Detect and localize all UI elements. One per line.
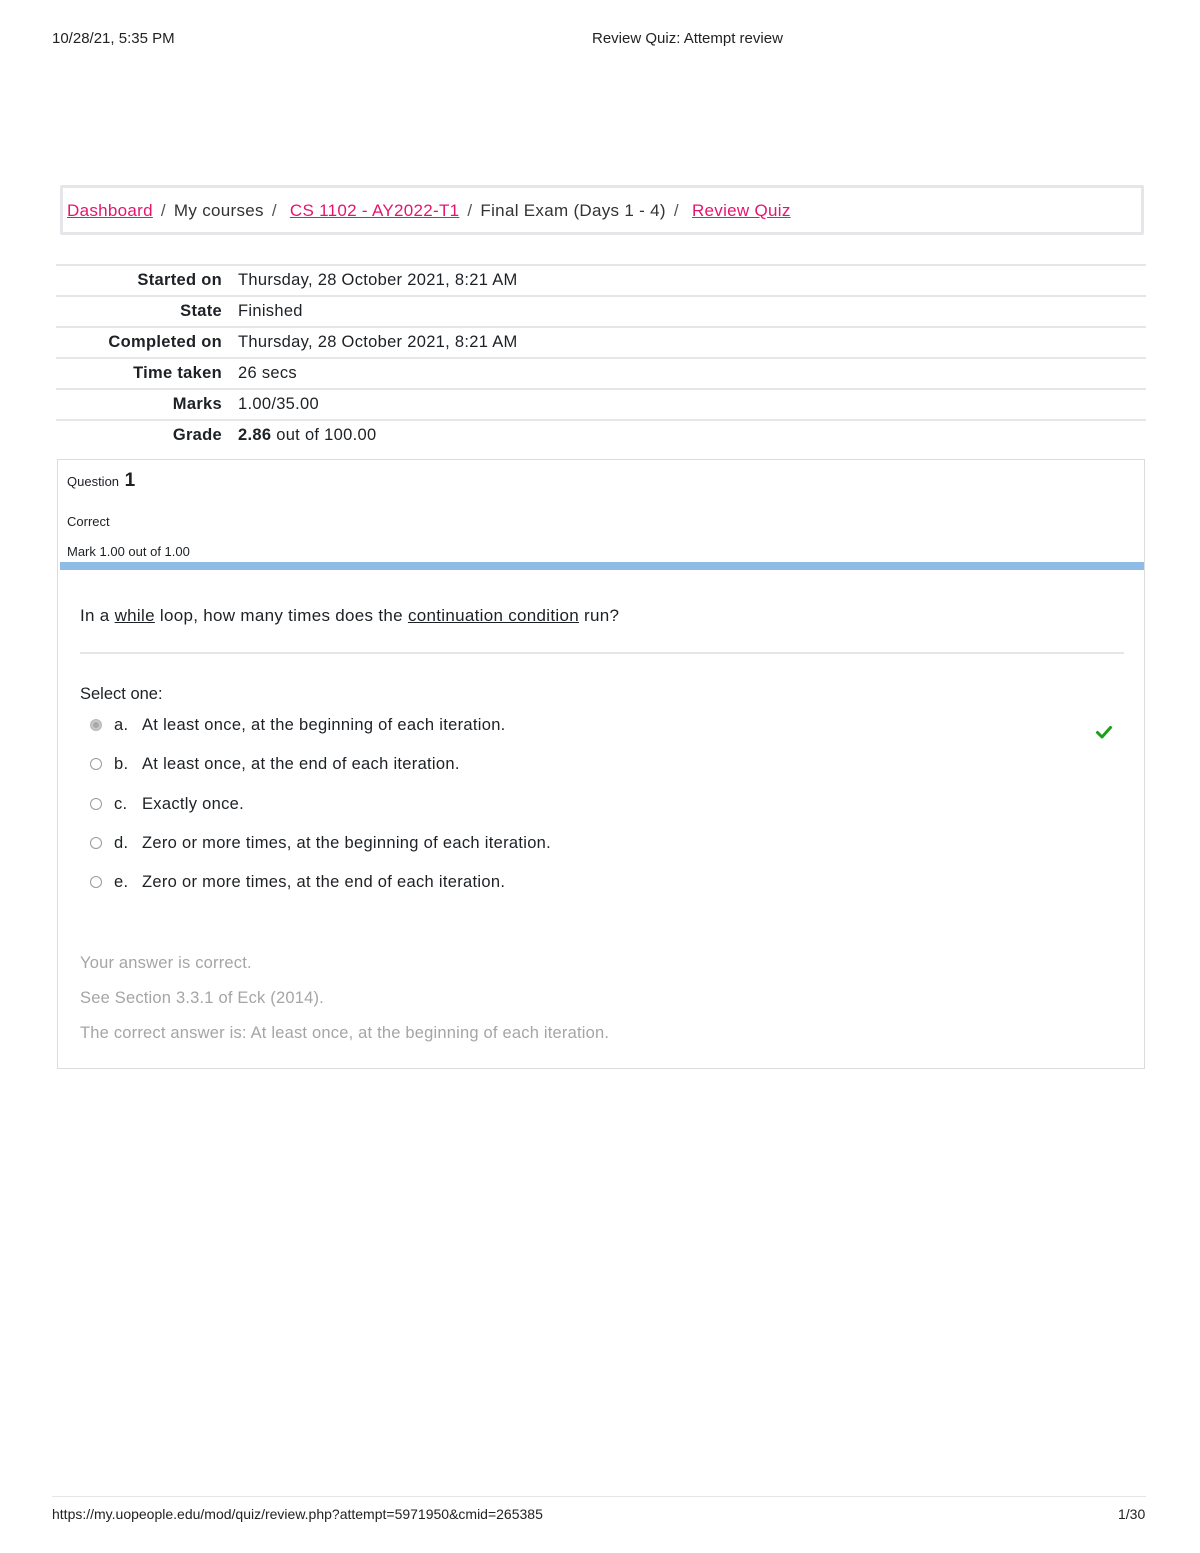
breadcrumb: [60, 185, 1144, 235]
summary-row-grade: [56, 420, 1146, 450]
breadcrumb-course-link[interactable]: CS 1102 - AY2022-T1: [289, 201, 460, 220]
breadcrumb-dashboard-link[interactable]: Dashboard: [67, 201, 153, 220]
summary-row-time-taken: [56, 358, 1146, 389]
radio-icon[interactable]: [90, 837, 102, 849]
breadcrumb-separator: /: [271, 201, 277, 220]
started-on-label: Started on: [137, 271, 222, 289]
summary-row-completed: [56, 327, 1146, 358]
answer-option-b[interactable]: [88, 752, 1118, 791]
time-taken-label: Time taken: [133, 364, 222, 382]
question-text-keyword: while: [114, 606, 155, 625]
breadcrumb-review-quiz-link[interactable]: Review Quiz: [691, 201, 791, 220]
answer-letter: e.: [114, 873, 129, 892]
answer-letter: c.: [114, 794, 128, 813]
answer-letter: d.: [114, 833, 129, 852]
time-taken-value: 26 secs: [238, 364, 297, 382]
marks-value: 1.00/35.00: [238, 395, 319, 413]
grade-cell: [238, 420, 1146, 450]
answer-list: [88, 713, 1118, 909]
radio-icon[interactable]: [90, 758, 102, 770]
divider: [52, 1496, 1146, 1497]
breadcrumb-my-courses: My courses: [173, 201, 264, 220]
attempt-summary-table: [56, 264, 1146, 450]
completed-on-label: Completed on: [108, 333, 222, 351]
print-page-title: Review Quiz: Attempt review: [592, 30, 783, 47]
radio-icon[interactable]: [90, 798, 102, 810]
answer-option-c[interactable]: [88, 792, 1118, 831]
print-header: [0, 30, 1200, 50]
print-date: 10/28/21, 5:35 PM: [52, 30, 175, 47]
question-state: Correct: [67, 514, 110, 529]
question-card: [57, 459, 1145, 1069]
answer-letter: a.: [114, 716, 129, 734]
grade-label: Grade: [172, 426, 222, 444]
question-text: [80, 606, 619, 626]
correct-check-icon: [1096, 724, 1112, 740]
grade-value: 2.86: [238, 426, 272, 444]
answer-text: At least once, at the beginning of each iteration.: [142, 716, 506, 734]
summary-row-marks: [56, 389, 1146, 420]
breadcrumb-separator: /: [160, 201, 166, 220]
question-text-keyword: continuation condition: [407, 606, 579, 625]
select-one-prompt: Select one:: [80, 685, 163, 703]
radio-icon[interactable]: [90, 876, 102, 888]
answer-option-e[interactable]: [88, 870, 1118, 909]
feedback-status: Your answer is correct.: [80, 954, 252, 972]
answer-option-a[interactable]: [88, 713, 1118, 752]
grade-suffix: out of 100.00: [276, 426, 377, 444]
answer-text: Exactly once.: [142, 794, 245, 813]
completed-on-value: Thursday, 28 October 2021, 8:21 AM: [238, 333, 518, 351]
state-label: State: [180, 302, 222, 320]
print-url: https://my.uopeople.edu/mod/quiz/review.php?attempt=5971950&cmid=265385: [52, 1506, 543, 1522]
answer-option-d[interactable]: [88, 831, 1118, 870]
question-text-part: In a: [80, 606, 115, 625]
divider: [80, 652, 1124, 654]
question-number: 1: [124, 470, 136, 491]
breadcrumb-separator: /: [467, 201, 473, 220]
answer-text: Zero or more times, at the end of each iteration.: [142, 873, 506, 892]
feedback-general: See Section 3.3.1 of Eck (2014).: [80, 989, 324, 1007]
marks-label: Marks: [172, 395, 222, 413]
started-on-value: Thursday, 28 October 2021, 8:21 AM: [238, 271, 518, 289]
summary-row-state: [56, 296, 1146, 327]
feedback-right-answer: The correct answer is: At least once, at the beginning of each iteration.: [80, 1024, 610, 1042]
radio-selected-icon[interactable]: [90, 719, 102, 731]
question-feedback: [80, 954, 609, 1059]
question-grade: Mark 1.00 out of 1.00: [67, 544, 190, 559]
question-info: [67, 470, 190, 559]
answer-text: At least once, at the end of each iteration.: [142, 755, 460, 774]
summary-row-started: [56, 265, 1146, 296]
question-text-part: run?: [579, 606, 620, 625]
answer-letter: b.: [114, 755, 129, 774]
question-prefix: Question: [67, 474, 120, 489]
breadcrumb-final-exam: Final Exam (Days 1 - 4): [480, 201, 666, 220]
breadcrumb-separator: /: [673, 201, 679, 220]
question-text-part: loop, how many times does the: [154, 606, 408, 625]
answer-text: Zero or more times, at the beginning of each iteration.: [142, 833, 552, 852]
question-formulation: [60, 562, 1144, 936]
page-number: 1/30: [1118, 1506, 1146, 1522]
state-value: Finished: [238, 302, 303, 320]
